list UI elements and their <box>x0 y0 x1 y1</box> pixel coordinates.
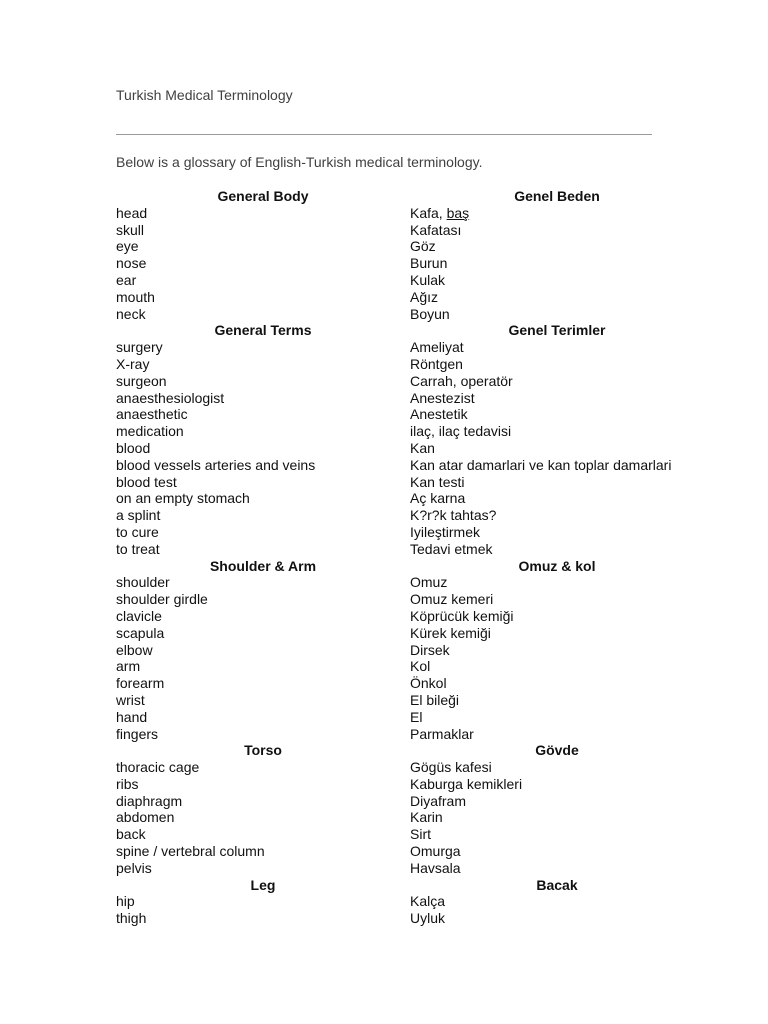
section-heading-english: General Terms <box>214 322 312 339</box>
glossary-row <box>116 406 716 423</box>
glossary-row <box>116 726 716 743</box>
glossary-row <box>116 793 716 810</box>
section-heading-row <box>116 742 716 759</box>
glossary-row <box>116 289 716 306</box>
glossary-row <box>116 860 716 877</box>
section-heading-turkish: Genel Terimler <box>508 322 606 339</box>
section-heading-turkish: Genel Beden <box>514 188 600 204</box>
glossary-row <box>116 255 716 272</box>
turkish-term: Havsala <box>410 859 461 876</box>
turkish-term: El <box>410 708 423 725</box>
section-heading-english: Shoulder & Arm <box>209 557 317 574</box>
turkish-term <box>410 205 716 222</box>
turkish-term: Tedavi etmek <box>410 540 493 557</box>
english-term: anaesthesiologist <box>116 389 225 406</box>
turkish-term: Carrah, operatör <box>410 372 513 389</box>
english-term: thoracic cage <box>116 759 200 776</box>
english-term: blood vessels arteries and veins <box>116 456 316 473</box>
turkish-term: Omuz <box>410 574 448 591</box>
english-term: clavicle <box>116 607 162 624</box>
turkish-term: Aç karna <box>410 490 466 507</box>
english-term: X-ray <box>116 355 150 372</box>
english-term: blood <box>116 439 151 456</box>
turkish-term: Burun <box>410 255 448 272</box>
section-heading-english: Torso <box>244 742 282 759</box>
english-term: ear <box>116 271 137 288</box>
turkish-term-part: Kafa, <box>410 204 447 221</box>
glossary-row <box>116 658 716 675</box>
turkish-term: Önkol <box>410 675 447 692</box>
turkish-term: Anestetik <box>410 406 468 423</box>
english-term: mouth <box>116 288 155 305</box>
turkish-term: Uyluk <box>410 910 446 927</box>
turkish-term: Kan atar damarlari ve kan toplar damarlari <box>410 456 672 473</box>
turkish-term: Kol <box>410 658 431 675</box>
glossary <box>116 188 716 927</box>
glossary-row <box>116 843 716 860</box>
glossary-row <box>116 306 716 323</box>
turkish-term: El bileği <box>410 691 460 708</box>
english-term: surgery <box>116 339 163 356</box>
turkish-term: ilaç, ilaç tedavisi <box>410 423 512 440</box>
english-term: arm <box>116 658 141 675</box>
turkish-term: Kan <box>410 439 435 456</box>
turkish-term: Omurga <box>410 843 461 860</box>
turkish-term: Kan testi <box>410 473 465 490</box>
turkish-term: Kalça <box>410 893 446 910</box>
glossary-row <box>116 373 716 390</box>
english-term: on an empty stomach <box>116 490 250 507</box>
turkish-term: Dirsek <box>410 641 450 658</box>
glossary-row <box>116 608 716 625</box>
turkish-term: Ameliyat <box>410 339 464 356</box>
turkish-term: Röntgen <box>410 355 463 372</box>
turkish-term: Göz <box>410 238 436 255</box>
glossary-row <box>116 910 716 927</box>
glossary-row <box>116 675 716 692</box>
turkish-term: Omuz kemeri <box>410 591 494 608</box>
english-term: thigh <box>116 910 147 927</box>
section-heading-row <box>116 188 716 205</box>
section-heading-turkish: Omuz & kol <box>518 557 596 574</box>
section-heading-row <box>116 558 716 575</box>
glossary-row <box>116 272 716 289</box>
english-term: diaphragm <box>116 792 183 809</box>
english-term: blood test <box>116 473 177 490</box>
english-term: scapula <box>116 624 165 641</box>
turkish-term: Karin <box>410 809 443 826</box>
turkish-term: Kafatası <box>410 221 462 238</box>
glossary-row <box>116 692 716 709</box>
english-term: neck <box>116 305 146 322</box>
glossary-row <box>116 205 716 222</box>
turkish-term: Köprücük kemiği <box>410 607 514 624</box>
glossary-row <box>116 625 716 642</box>
glossary-row <box>116 809 716 826</box>
english-term: nose <box>116 255 147 272</box>
glossary-row <box>116 457 716 474</box>
glossary-row <box>116 507 716 524</box>
glossary-row <box>116 826 716 843</box>
turkish-term: Ağız <box>410 288 439 305</box>
glossary-row <box>116 440 716 457</box>
turkish-term: Boyun <box>410 305 450 322</box>
divider <box>116 134 652 135</box>
glossary-row <box>116 524 716 541</box>
glossary-row <box>116 574 716 591</box>
glossary-row <box>116 423 716 440</box>
section-heading-row <box>116 322 716 339</box>
section-heading-english: General Body <box>217 188 309 204</box>
english-term: wrist <box>116 691 145 708</box>
glossary-row <box>116 339 716 356</box>
english-term: back <box>116 826 146 843</box>
turkish-term: Gögüs kafesi <box>410 759 492 776</box>
turkish-term: Kaburga kemikleri <box>410 775 523 792</box>
intro-text: Below is a glossary of English-Turkish medical terminology. <box>116 154 483 170</box>
turkish-term: Sirt <box>410 826 431 843</box>
glossary-row <box>116 759 716 776</box>
english-term: shoulder girdle <box>116 591 208 608</box>
glossary-row <box>116 222 716 239</box>
turkish-term: Diyafram <box>410 792 467 809</box>
english-term: skull <box>116 221 145 238</box>
glossary-row <box>116 490 716 507</box>
english-term: anaesthetic <box>116 406 188 423</box>
english-term: eye <box>116 238 139 255</box>
glossary-row <box>116 893 716 910</box>
english-term: to treat <box>116 540 160 557</box>
english-term: ribs <box>116 775 139 792</box>
english-term: hip <box>116 893 135 910</box>
english-term: pelvis <box>116 859 152 876</box>
english-term: surgeon <box>116 372 167 389</box>
english-term: fingers <box>116 725 159 742</box>
glossary-row <box>116 709 716 726</box>
english-term: hand <box>116 708 148 725</box>
turkish-term: Kürek kemiği <box>410 624 491 641</box>
glossary-row <box>116 474 716 491</box>
page-title: Turkish Medical Terminology <box>116 87 293 103</box>
english-term: a splint <box>116 507 161 524</box>
english-term: medication <box>116 423 184 440</box>
turkish-term: K?r?k tahtas? <box>410 507 497 524</box>
glossary-row <box>116 541 716 558</box>
english-term: forearm <box>116 675 165 692</box>
glossary-row <box>116 390 716 407</box>
section-heading-row <box>116 877 716 894</box>
glossary-row <box>116 642 716 659</box>
turkish-term: Iyileştirmek <box>410 523 481 540</box>
turkish-term: Kulak <box>410 271 446 288</box>
glossary-row <box>116 591 716 608</box>
english-term: shoulder <box>116 574 170 591</box>
section-heading-english: Leg <box>250 876 276 893</box>
glossary-row <box>116 238 716 255</box>
section-heading-turkish: Gövde <box>535 742 579 759</box>
turkish-term: Parmaklar <box>410 725 474 742</box>
section-heading-turkish: Bacak <box>536 876 578 893</box>
english-term: spine / vertebral column <box>116 843 265 860</box>
glossary-row <box>116 356 716 373</box>
glossary-row <box>116 776 716 793</box>
english-term: head <box>116 204 148 221</box>
english-term: to cure <box>116 523 159 540</box>
english-term: abdomen <box>116 809 175 826</box>
turkish-term: Anestezist <box>410 389 475 406</box>
english-term: elbow <box>116 641 153 658</box>
turkish-term-link[interactable]: baş <box>446 204 470 221</box>
